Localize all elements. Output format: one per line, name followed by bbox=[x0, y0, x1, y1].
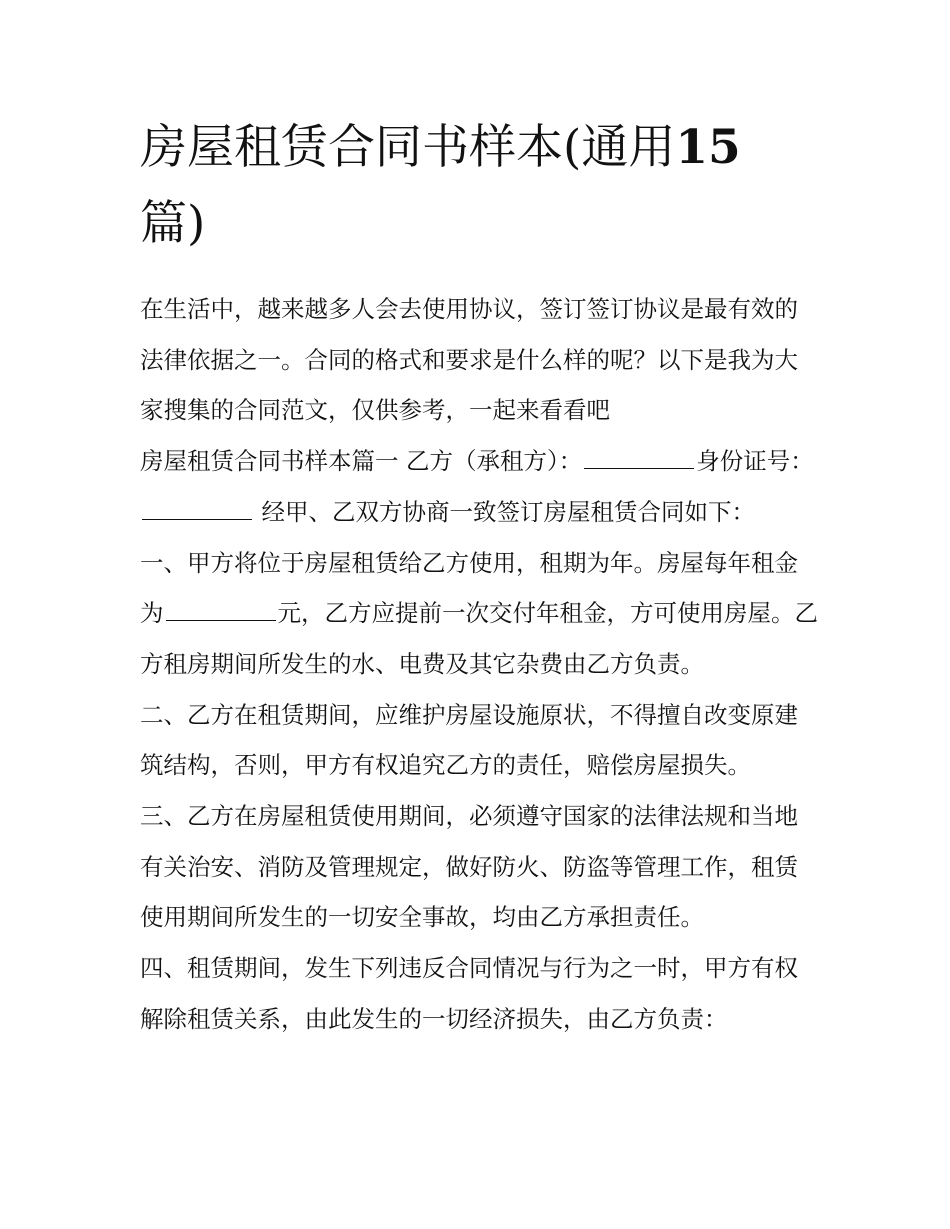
parties-label: 房屋租赁合同书样本篇一 乙方（承租方）： bbox=[140, 447, 583, 476]
clause-3-paragraph: 三、乙方在房屋租赁使用期间，必须遵守国家的法律法规和当地有关治安、消防及管理规定，做好防火、防盗等管理工作，租赁使用期间所发生的一切安全事故，均由乙方承担责任。 bbox=[140, 802, 798, 932]
title-text: 房屋租赁合同书样本(通用 bbox=[140, 120, 676, 175]
id-label: 身份证号： bbox=[696, 447, 814, 476]
title-number: 15 bbox=[675, 120, 741, 175]
parties-paragraph bbox=[140, 436, 820, 537]
tenant-name-blank[interactable] bbox=[584, 444, 694, 469]
agreement-text: 经甲、乙双方协商一致签订房屋租赁合同如下： bbox=[254, 497, 755, 526]
clause-2-paragraph: 二、乙方在租赁期间，应维护房屋设施原状，不得擅自改变原建筑结构，否则，甲方有权追究乙方的责任，赔偿房屋损失。 bbox=[140, 700, 798, 780]
clause-1-paragraph bbox=[140, 538, 820, 690]
intro-paragraph: 在生活中，越来越多人会去使用协议，签订签订协议是最有效的法律依据之一。合同的格式和要求是什么样的呢？以下是我为大家搜集的合同范文，仅供参考，一起来看看吧 bbox=[140, 295, 798, 425]
document-body bbox=[140, 284, 820, 1045]
clause-4-paragraph: 四、租赁期间，发生下列违反合同情况与行为之一时，甲方有权解除租赁关系，由此发生的一切经济损失，由乙方负责： bbox=[140, 954, 798, 1033]
id-number-blank[interactable] bbox=[142, 495, 252, 520]
document-title bbox=[140, 110, 820, 262]
document-page bbox=[140, 110, 820, 1045]
clause-1-text: 一、甲方将位于房屋租赁给乙方使用，租期为年。房屋每年租金为 bbox=[140, 548, 798, 628]
rent-amount-blank[interactable] bbox=[166, 596, 276, 621]
title-text-end: 篇) bbox=[140, 196, 206, 251]
clause-1-text-end: 元，乙方应提前一次交付年租金，方可使用房屋。乙方租房期间所发生的水、电费及其它杂费由乙方负责。 bbox=[140, 599, 818, 678]
